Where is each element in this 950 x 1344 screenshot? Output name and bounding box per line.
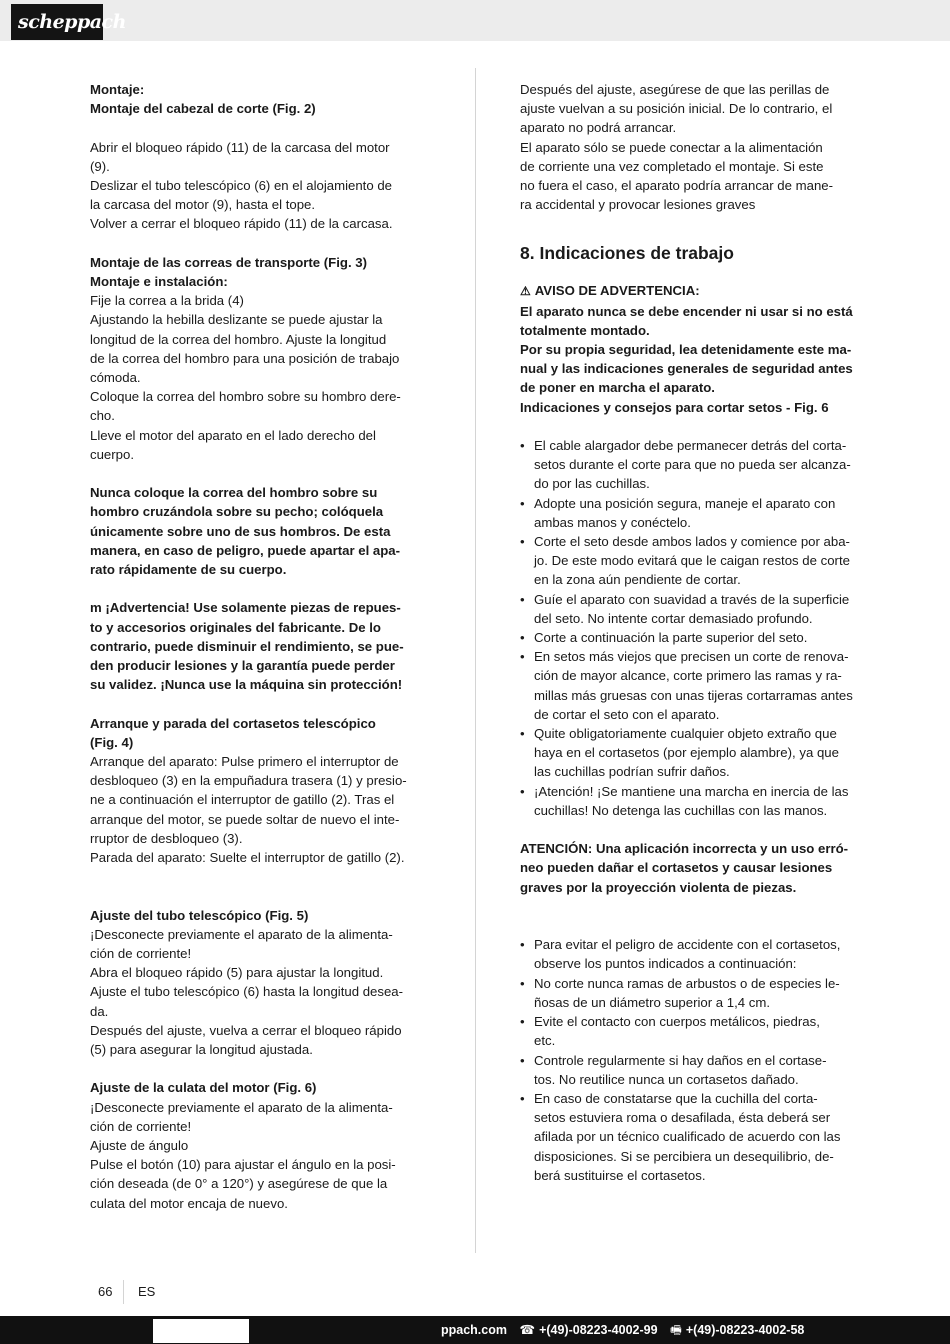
text-line: • Evite el contacto con cuerpos metálicos, piedras, <box>534 1014 820 1030</box>
text-line: • Corte el seto desde ambos lados y comience por aba- <box>534 534 850 550</box>
language-code: ES <box>138 1284 156 1299</box>
text-line: ción de corriente! <box>90 946 192 962</box>
paragraph-tubo <box>90 925 430 1059</box>
contact-bar <box>0 1316 950 1344</box>
text-line: haya en el cortasetos (por ejemplo alambre), ya que <box>534 745 839 761</box>
text-line: do por las cuchillas. <box>534 476 650 492</box>
list-item <box>520 494 860 532</box>
text-line: Indicaciones y consejos para cortar setos - Fig. 6 <box>520 399 829 415</box>
heading-tubo: Ajuste del tubo telescópico (Fig. 5) <box>90 907 309 923</box>
list-item <box>520 1012 860 1050</box>
text-line: nual y las indicaciones generales de seguridad antes <box>520 361 853 377</box>
list-item <box>520 628 860 647</box>
text-line: • En setos más viejos que precisen un corte de renova- <box>534 649 849 665</box>
heading-arranque: Arranque y parada del cortasetos telescópico <box>90 715 376 731</box>
list-item <box>520 1089 860 1185</box>
tips-list <box>520 436 860 820</box>
text-line: Deslizar el tubo telescópico (6) en el alojamiento de <box>90 178 393 193</box>
text-line: millas más gruesas con unas tijeras cortarramas antes <box>534 687 853 703</box>
text-line: da. <box>90 1003 109 1019</box>
paragraph-parts-warning <box>90 598 430 694</box>
text-line: la carcasa del motor (9), hasta el tope. <box>90 197 316 213</box>
text-line: ción de corriente! <box>90 1118 192 1134</box>
list-item <box>520 724 860 782</box>
list-item <box>520 436 860 494</box>
paragraph-culata <box>90 1098 430 1213</box>
warning-icon: ⚠ <box>520 284 531 299</box>
text-line: Coloque la correa del hombro sobre su hombro dere- <box>90 389 401 405</box>
text-line: El aparato sólo se puede conectar a la alimentación <box>520 139 823 155</box>
contact-bar-blank <box>153 1319 249 1343</box>
text-line: Nunca coloque la correa del hombro sobre su <box>90 485 378 501</box>
text-line: longitud de la correa del hombro. Ajuste la longitud <box>90 331 387 347</box>
text-line: etc. <box>534 1033 556 1049</box>
text-line: • No corte nunca ramas de arbustos o de especies le- <box>534 975 840 991</box>
right-column <box>520 80 860 1185</box>
safety-list <box>520 935 860 1185</box>
list-item <box>520 935 860 973</box>
text-line: (9). <box>90 158 110 174</box>
text-line: • Corte a continuación la parte superior del seto. <box>534 630 808 646</box>
text-line: cuerpo. <box>90 446 134 462</box>
text-line: ción deseada (de 0° a 120°) y asegúrese de que la <box>90 1176 388 1192</box>
text-line: ra accidental y provocar lesiones graves <box>520 197 756 213</box>
text-line: ATENCIÓN: Una aplicación incorrecta y un uso erró- <box>520 841 849 857</box>
text-line: de poner en marcha el aparato. <box>520 380 715 396</box>
column-divider <box>475 68 476 1253</box>
text-line: Por su propia seguridad, lea detenidamente este ma- <box>520 342 852 358</box>
heading-montaje: Montaje: <box>90 82 145 97</box>
text-line: no fuera el caso, el aparato podría arrancar de mane- <box>520 178 834 194</box>
text-line: las cuchillas podrían sufrir daños. <box>534 764 730 780</box>
text-line: • Para evitar el peligro de accidente con el cortasetos, <box>534 937 841 953</box>
text-line: • En caso de constatarse que la cuchilla del corta- <box>534 1090 818 1106</box>
text-line: rruptor de desbloqueo (3). <box>90 830 243 846</box>
text-line: arranque del motor, se puede soltar de nuevo el inte- <box>90 811 400 827</box>
text-line: contrario, puede disminuir el rendimiento, se pue- <box>90 638 404 654</box>
text-line: (5) para asegurar la longitud ajustada. <box>90 1042 313 1058</box>
text-line: tos. No reutilice nunca un cortasetos dañado. <box>534 1071 799 1087</box>
text-line: Ajuste el tubo telescópico (6) hasta la longitud desea- <box>90 984 404 1000</box>
text-line: Fije la correa a la brida (4) <box>90 293 244 309</box>
paragraph-arranque <box>90 752 430 867</box>
paragraph-correas <box>90 291 430 464</box>
text-line: hombro cruzándola sobre su pecho; colóquela <box>90 504 384 520</box>
text-line: manera, en caso de peligro, puede apartar el apa- <box>90 542 401 558</box>
text-line: cho. <box>90 408 115 424</box>
text-line: desbloqueo (3) en la empuñadura trasera (1) y presio- <box>90 773 407 789</box>
heading-culata: Ajuste de la culata del motor (Fig. 6) <box>90 1080 317 1096</box>
website-link[interactable]: ppach.com <box>441 1323 507 1337</box>
list-item <box>520 1051 860 1089</box>
text-line: ambas manos y conéctelo. <box>534 514 691 530</box>
text-line: • Adopte una posición segura, maneje el aparato con <box>534 495 836 511</box>
text-line: den producir lesiones y la garantía puede perder <box>90 658 395 674</box>
text-line: únicamente sobre uno de sus hombros. De esta <box>90 523 391 539</box>
text-line: ajuste vuelvan a su posición inicial. De lo contrario, el <box>520 101 833 117</box>
text-line: ñosas de un diámetro superior a 1,4 cm. <box>534 994 771 1010</box>
text-line: Abra el bloqueo rápido (5) para ajustar la longitud. <box>90 965 384 981</box>
text-line: cómoda. <box>90 370 141 386</box>
text-line: setos durante el corte para que no pueda ser alcanza- <box>534 457 851 473</box>
list-item <box>520 647 860 724</box>
section-title: 8. Indicaciones de trabajo <box>520 243 734 264</box>
text-line: jo. De este modo evitará que le caigan restos de corte <box>534 553 850 569</box>
text-line: cuchillas! No detenga las cuchillas con las manos. <box>534 802 828 818</box>
text-line: rato rápidamente de su cuerpo. <box>90 562 287 578</box>
text-line: Ajustando la hebilla deslizante se puede ajustar la <box>90 312 383 328</box>
text-line: setos estuviera roma o desafilada, ésta deberá ser <box>534 1110 831 1126</box>
list-item <box>520 590 860 628</box>
text-line: del seto. No intente cortar demasiado profundo. <box>534 610 813 626</box>
text-line: culata del motor encaja de nuevo. <box>90 1195 288 1211</box>
left-column <box>90 80 430 1213</box>
text-line: Arranque del aparato: Pulse primero el interruptor de <box>90 754 399 770</box>
text-line: Pulse el botón (10) para ajustar el ángulo en la posi- <box>90 1157 396 1173</box>
phone-icon: ☎ <box>519 1323 536 1337</box>
text-line: ¡Desconecte previamente el aparato de la alimenta- <box>90 1099 393 1115</box>
text-line: disposiciones. Si se percibiera un desequilibrio, de- <box>534 1148 834 1164</box>
text-line: El aparato nunca se debe encender ni usar si no está <box>520 303 853 319</box>
text-line: de la correa del hombro para una posición de trabajo <box>90 350 400 366</box>
text-line: • ¡Atención! ¡Se mantiene una marcha en inercia de las <box>534 783 849 799</box>
text-line: Parada del aparato: Suelte el interruptor de gatillo (2). <box>90 850 405 866</box>
text-line: ¡Desconecte previamente el aparato de la alimenta- <box>90 926 393 942</box>
text-line: de corriente una vez completado el montaje. Si este <box>520 158 824 174</box>
brand-logo: scheppach <box>11 4 103 40</box>
text-line: Lleve el motor del aparato en el lado derecho del <box>90 427 376 443</box>
text-line: to y accesorios originales del fabricante. De lo <box>90 619 381 635</box>
text-line: observe los puntos indicados a continuación: <box>534 956 797 972</box>
warning-title: AVISO DE ADVERTENCIA: <box>534 283 700 299</box>
text-line: Después del ajuste, asegúrese de que las perillas de <box>520 82 830 97</box>
phone-number: +(49)-08223-4002-99 <box>539 1323 658 1337</box>
fax-number: +(49)-08223-4002-58 <box>685 1323 805 1337</box>
footer-divider <box>123 1280 124 1304</box>
text-line: en la zona aún pendiente de cortar. <box>534 572 741 588</box>
text-line: ne a continuación el interruptor de gatillo (2). Tras el <box>90 792 395 808</box>
header-bar <box>0 0 950 41</box>
fax-icon: 🖷 <box>670 1323 682 1337</box>
warning-paragraph <box>520 302 860 417</box>
text-line: • El cable alargador debe permanecer detrás del corta- <box>534 438 847 454</box>
text-line: Volver a cerrar el bloqueo rápido (11) de la carcasa. <box>90 216 393 232</box>
text-line: berá sustituirse el cortasetos. <box>534 1167 706 1183</box>
text-line: • Guíe el aparato con suavidad a través de la superficie <box>534 591 850 607</box>
list-item <box>520 974 860 1012</box>
list-item <box>520 782 860 820</box>
paragraph-strap-warning <box>90 483 430 579</box>
heading-fig4: (Fig. 4) <box>90 734 134 750</box>
contact-info <box>441 1316 813 1344</box>
text-line: afilada por un técnico cualificado de acuerdo con las <box>534 1129 841 1145</box>
text-line: ción de mayor alcance, corte primero las ramas y ra- <box>534 668 842 684</box>
page-number: 66 <box>98 1284 113 1299</box>
paragraph-cabezal <box>90 138 430 234</box>
text-line: de cortar el seto con el aparato. <box>534 706 720 722</box>
text-line: m ¡Advertencia! Use solamente piezas de repues- <box>90 600 401 616</box>
text-line: Después del ajuste, vuelva a cerrar el bloqueo rápido <box>90 1022 402 1038</box>
text-line: aparato no podrá arrancar. <box>520 120 677 136</box>
list-item <box>520 532 860 590</box>
paragraph-after-adjust <box>520 80 860 214</box>
text-line: totalmente montado. <box>520 322 650 338</box>
text-line: neo pueden dañar el cortasetos y causar lesiones <box>520 860 833 876</box>
heading-cabezal: Montaje del cabezal de corte (Fig. 2) <box>90 101 316 117</box>
heading-correas: Montaje de las correas de transporte (Fig. 3) <box>90 254 368 270</box>
text-line: Abrir el bloqueo rápido (11) de la carcasa del motor <box>90 139 390 155</box>
warning-heading <box>520 281 860 301</box>
heading-instalacion: Montaje e instalación: <box>90 274 228 289</box>
attention-paragraph <box>520 839 860 897</box>
text-line: • Controle regularmente si hay daños en el cortase- <box>534 1052 827 1068</box>
text-line: • Quite obligatoriamente cualquier objeto extraño que <box>534 726 837 742</box>
text-line: Ajuste de ángulo <box>90 1138 189 1154</box>
text-line: su validez. ¡Nunca use la máquina sin protección! <box>90 677 403 693</box>
text-line: graves por la proyección violenta de piezas. <box>520 879 797 895</box>
